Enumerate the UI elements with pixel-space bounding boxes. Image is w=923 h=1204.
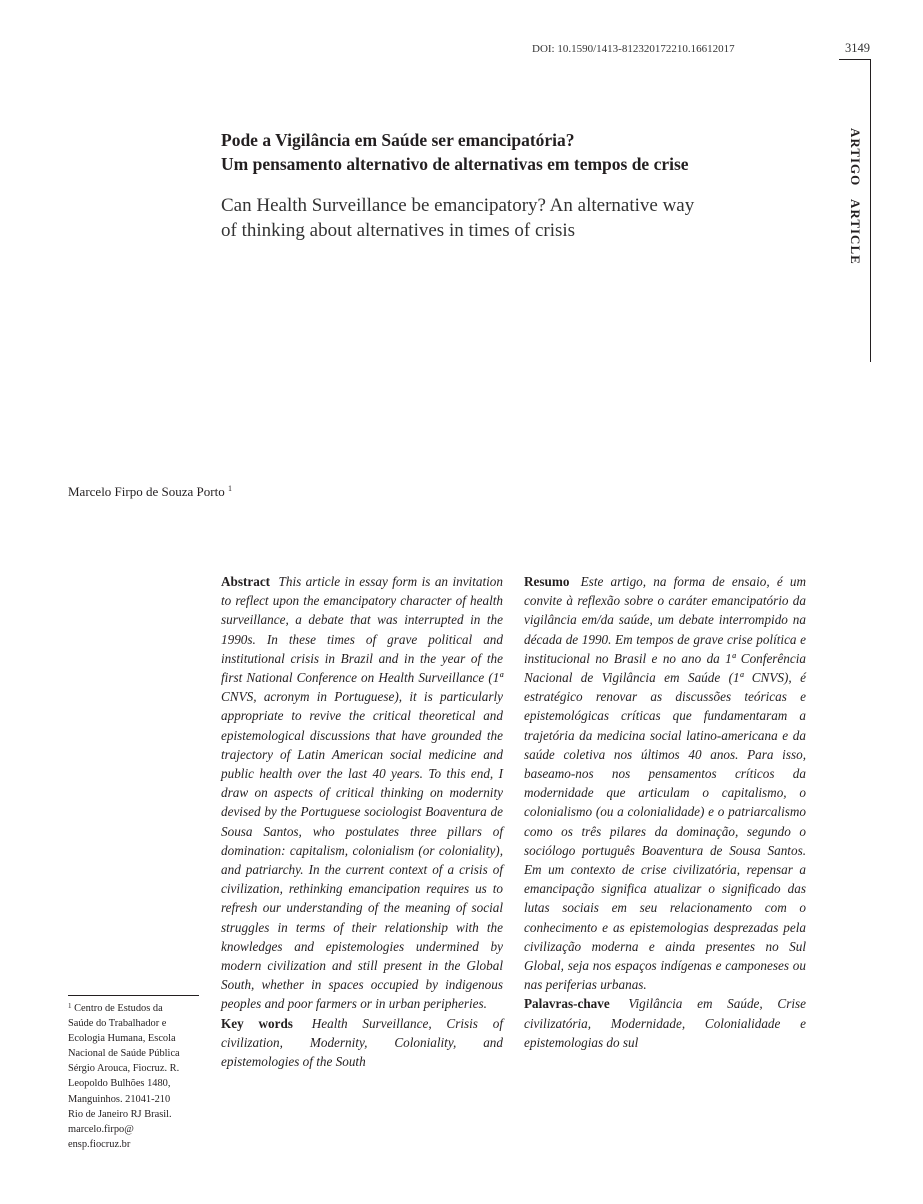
author-name: Marcelo Firpo de Souza Porto xyxy=(68,484,225,499)
affiliation-line: $^1$ Centro de Estudos da xyxy=(68,1002,163,1014)
title-en-line2: of thinking about alternatives in times of crisis xyxy=(221,220,576,241)
palavras-chave-paragraph xyxy=(524,994,806,1052)
resumo-label: Resumo xyxy=(524,574,570,589)
affiliation-line: Nacional de Saúde Pública xyxy=(68,1048,180,1060)
side-rule xyxy=(870,60,871,362)
palavras-chave-text: Vigilância em Saúde, Crise civilizatória, Modernidade, Colonialidade e epistemologias do sul xyxy=(524,996,806,1050)
title-portuguese xyxy=(221,128,801,176)
keywords-text: Health Surveillance, Crisis of civilization, Modernity, Coloniality, and epistemologies of the South xyxy=(221,1015,503,1070)
title-pt-line2: Um pensamento alternativo de alternativas em tempos de crise xyxy=(221,154,689,174)
affiliation-line: Saúde do Trabalhador e xyxy=(68,1018,167,1030)
abstract-paragraph xyxy=(221,572,503,1014)
header-rule xyxy=(839,59,871,60)
page-number: 3149 xyxy=(845,41,870,55)
affiliation-line: Leopoldo Bulhões 1480, xyxy=(68,1078,171,1090)
affiliation-line: Rio de Janeiro RJ Brasil. xyxy=(68,1108,172,1120)
title-english xyxy=(221,193,801,243)
affiliation-line: Sérgio Arouca, Fiocruz. R. xyxy=(68,1063,180,1075)
section-label-en: ARTICLE xyxy=(848,198,863,265)
title-pt-line1: Pode a Vigilância em Saúde ser emancipatória? xyxy=(221,130,575,150)
author xyxy=(68,484,232,500)
doi: DOI: 10.1590/1413-812320172210.16612017 xyxy=(532,43,735,55)
resumo-paragraph xyxy=(524,572,806,994)
affiliation-mark: 1 xyxy=(68,1002,72,1010)
affiliation-line: Ecologia Humana, Escola xyxy=(68,1033,176,1045)
abstract-column xyxy=(221,572,503,1071)
affiliation-rule xyxy=(68,995,199,996)
affiliation-note xyxy=(68,999,203,1152)
abstract-text: This article in essay form is an invitation to reflect upon the emancipatory character of health surveillance, a debate that was interrupted in the 1990s. In these times of grave political and institutional crisis in Brazil and in the year of the first National Conference on Health Surveillance (1ª CNVS, acronym in Portuguese), it is particularly appropriate to revive the critical theoretical and epistemological discussions that have grounded the trajectory of Latin American social medicine and public health over the last 40 years. To this end, I draw on aspects of critical thinking on modernity devised by the Portuguese sociologist Boaventura de Sousa Santos, who postulates three pillars of domination: capitalism, colonialism (or coloniality), and patriarchy. In the current context of a crisis of civilization, rethinking emancipation requires us to refresh our understanding of the meaning of social struggles in terms of their relationship with the knowledges and epistemologies undermined by modern civilization and still present in the Global South, whether in spaces occupied by indigenous peoples and poor farmers or in urban peripheries. xyxy=(221,574,503,1012)
affiliation-email-line[interactable]: ensp.fiocruz.br xyxy=(68,1138,131,1150)
section-label xyxy=(847,128,863,272)
resumo-text: Este artigo, na forma de ensaio, é um convite à reflexão sobre o caráter emancipatório da vigilância em/da saúde, um debate interrompido na década de 1990. Em tempos de grave crise política e institucional no Brasil e no ano da 1ª Conferência Nacional de Vigilância em Saúde (1ª CNVS), é estratégico renovar as discussões teóricas e epistemológicas críticas que fundamentaram a trajetória da medicina social latino-americana e da saúde coletiva nos últimos 40 anos. Para isso, baseamo-nos nos pensamentos críticos da modernidade que articulam o capitalismo, o colonialismo (ou a colonialidade) e o patriarcalismo como os três pilares da dominação, segundo o sociólogo português Boaventura de Sousa Santos. Em um contexto de crise civilizatória, repensar a emancipação significa atualizar o significado das lutas sociais em seu relacionamento com o conhecimento e as epistemologias desprezadas pela civilização moderna e ainda presentes no Sul Global, seja nos espaços indígenas e camponeses ou nas periferias urbanas. xyxy=(524,574,806,993)
keywords-label: Key words xyxy=(221,1015,293,1031)
affiliation-line: Manguinhos. 21041-210 xyxy=(68,1093,171,1105)
abstract-label: Abstract xyxy=(221,574,271,589)
keywords-paragraph xyxy=(221,1014,503,1072)
author-affil-mark: 1 xyxy=(227,484,232,493)
palavras-chave-label: Palavras-chave xyxy=(524,996,610,1012)
section-label-pt: ARTIGO xyxy=(848,128,863,187)
resumo-column xyxy=(524,572,806,1052)
title-en-line1: Can Health Surveillance be emancipatory? An alternative way xyxy=(221,195,695,216)
affiliation-email-line[interactable]: marcelo.firpo@ xyxy=(68,1123,134,1135)
